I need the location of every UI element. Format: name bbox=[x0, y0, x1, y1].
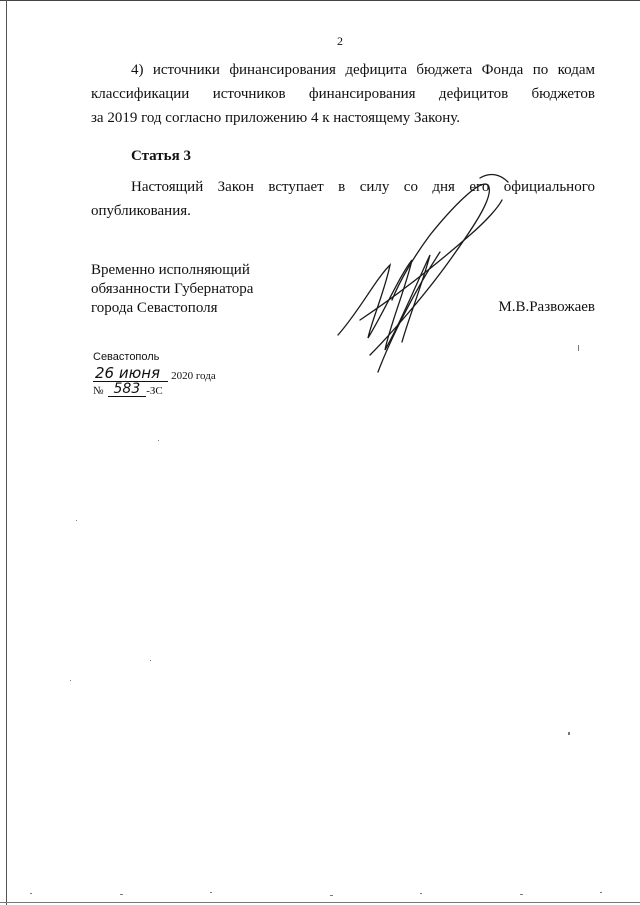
handwritten-number: 583 bbox=[108, 382, 147, 397]
date-year: 2020 года bbox=[171, 370, 216, 382]
article-3-line-1: Настоящий Закон вступает в силу со дня его официального bbox=[131, 179, 595, 195]
item-4-line-2: классификации источников финансирования дефицитов бюджетов bbox=[91, 86, 595, 102]
number-prefix: № bbox=[93, 385, 104, 397]
signer-title-line-2: обязанности Губернатора bbox=[91, 281, 254, 297]
page-number: 2 bbox=[337, 34, 343, 48]
signing-place: Севастополь bbox=[93, 351, 160, 363]
item-4-line-1: 4) источники финансирования дефицита бюджета Фонда по кодам bbox=[131, 62, 595, 78]
signer-title-line-3: города Севастополя bbox=[91, 300, 218, 316]
number-suffix: -ЗС bbox=[146, 385, 163, 397]
article-3-heading: Статья 3 bbox=[131, 148, 191, 164]
article-3-line-2: опубликования. bbox=[91, 203, 191, 219]
handwritten-date: 26 июня bbox=[93, 366, 168, 382]
item-4-line-3: за 2019 год согласно приложению 4 к настоящему Закону. bbox=[91, 110, 460, 126]
signer-name: М.В.Развожаев bbox=[498, 299, 595, 315]
signer-title-line-1: Временно исполняющий bbox=[91, 262, 250, 278]
